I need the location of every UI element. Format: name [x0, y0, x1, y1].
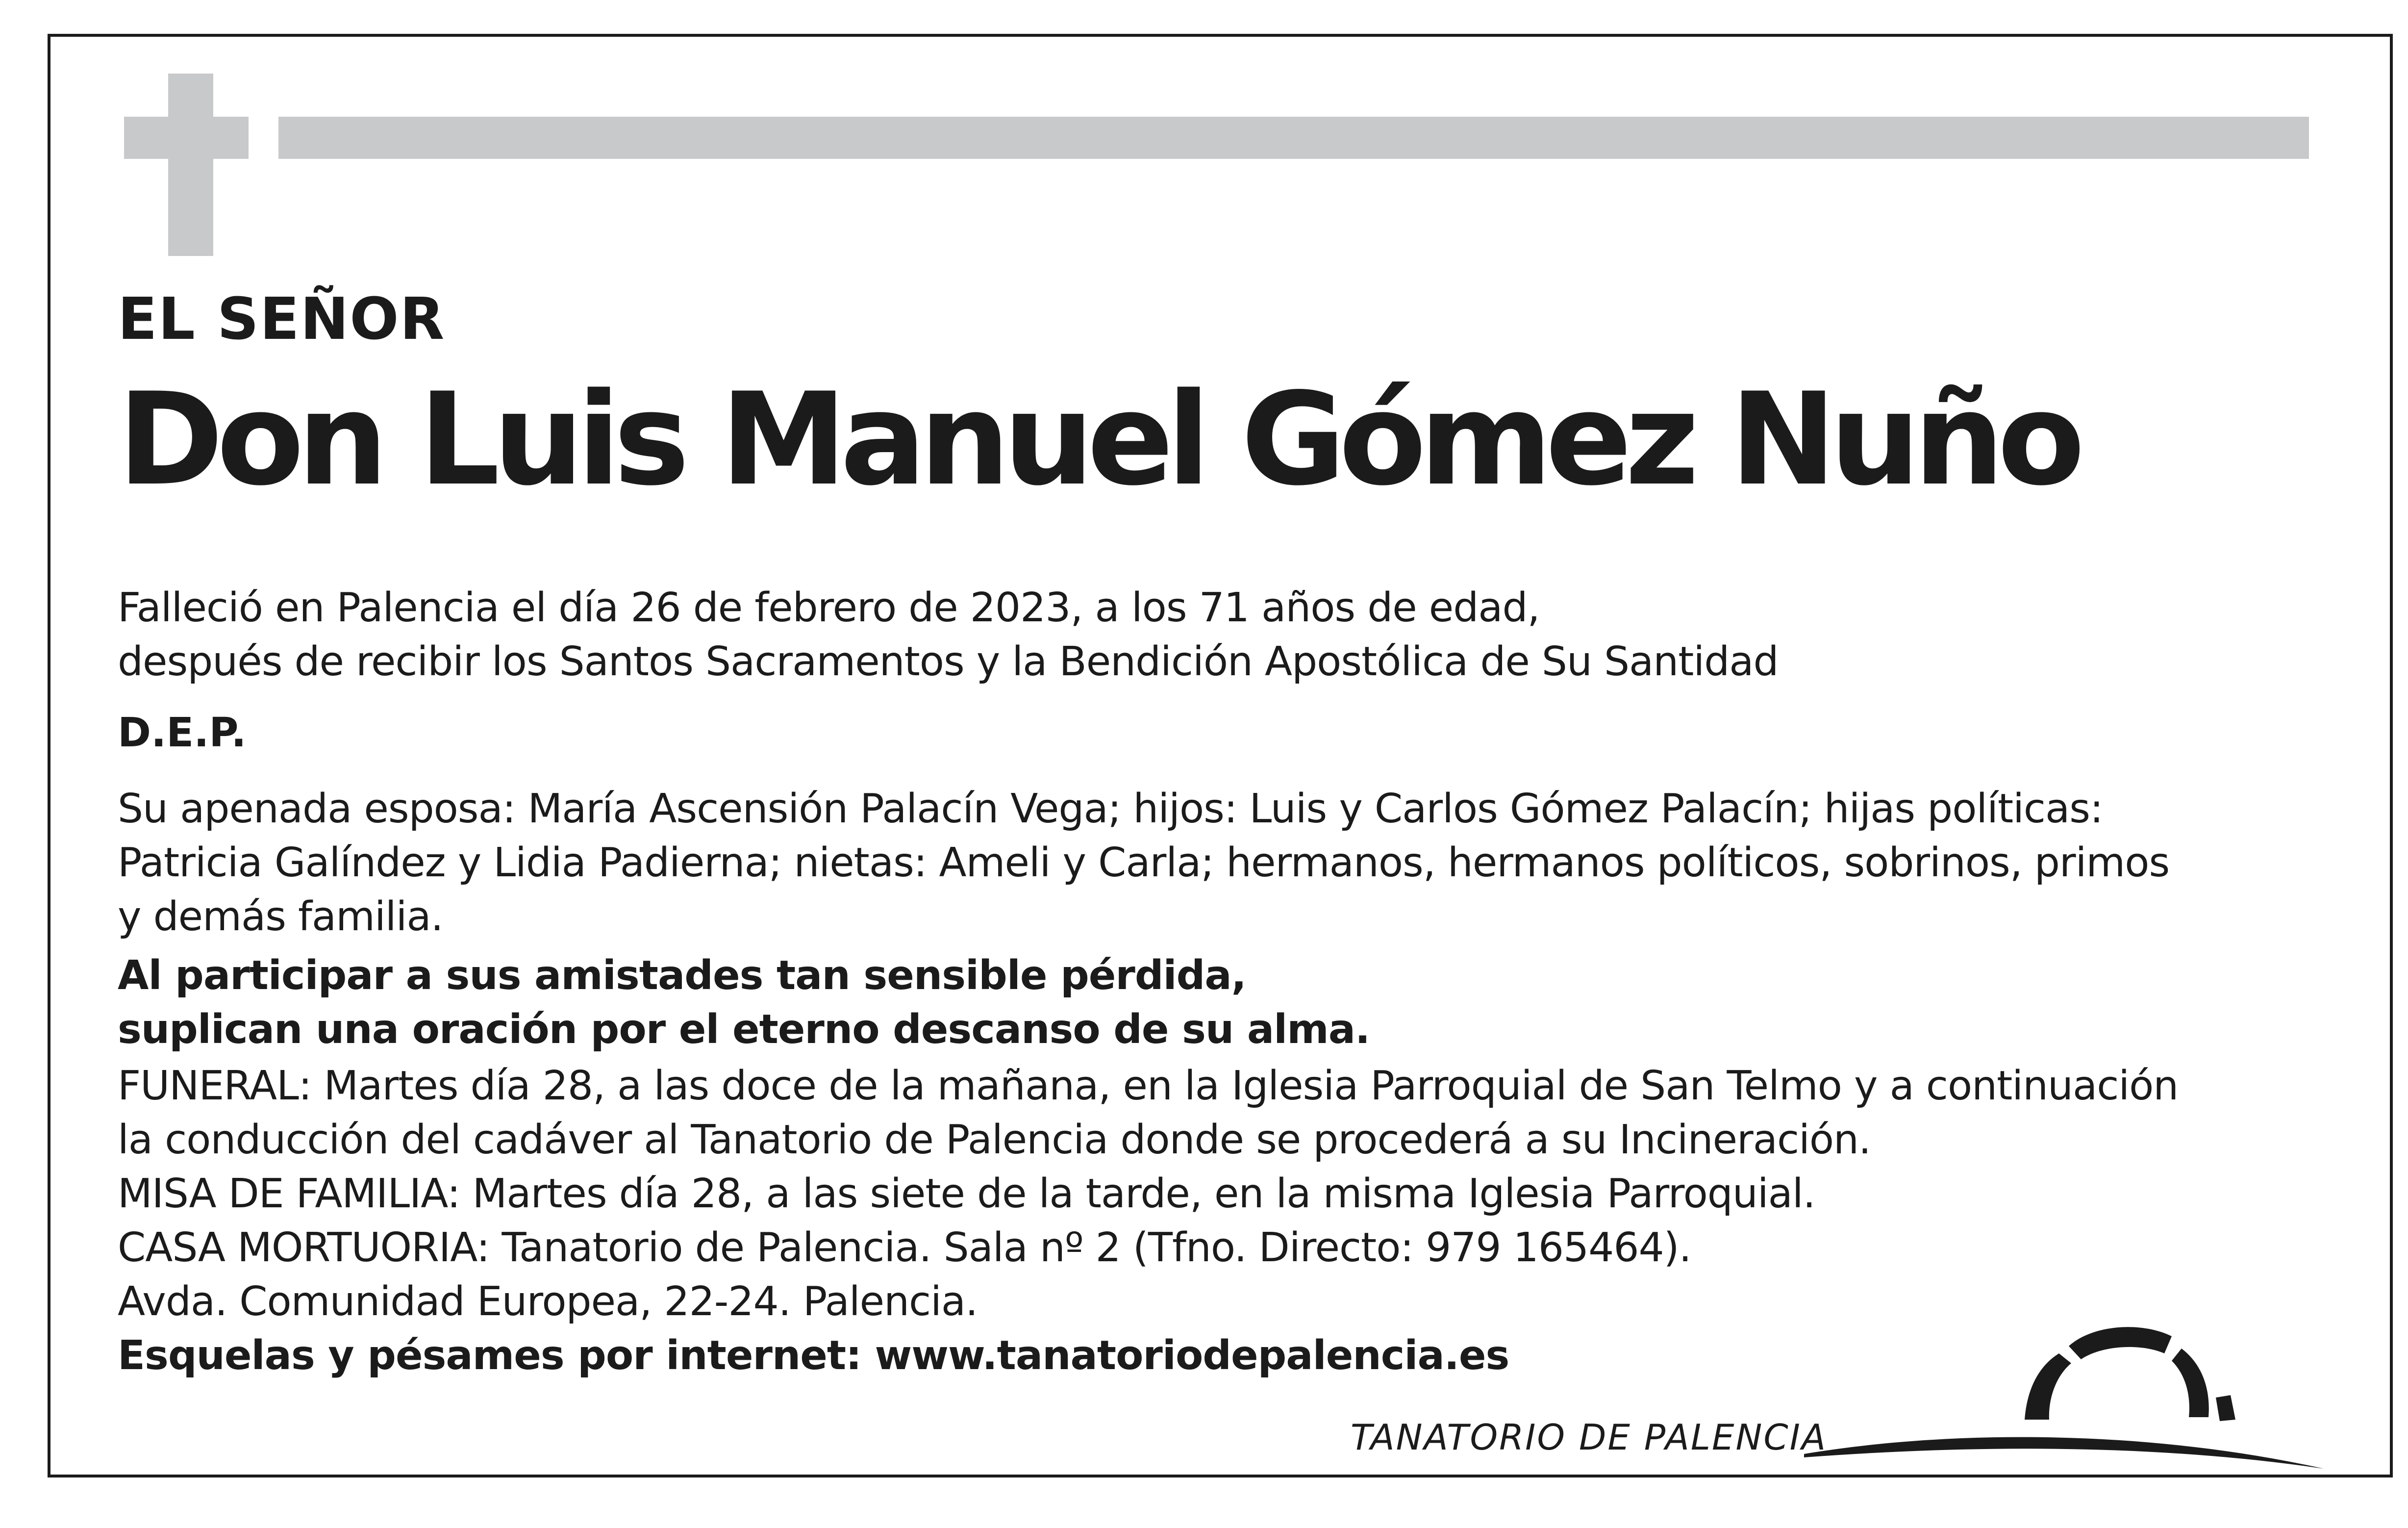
death-notice-line: Falleció en Palencia el día 26 de febrero de 2023, a los 71 años de edad, — [118, 585, 1540, 631]
family-paragraph — [118, 782, 2169, 944]
cross-icon-vertical — [168, 74, 213, 256]
logo-text: TANATORIO DE PALENCIA — [1351, 1417, 1828, 1458]
family-line: Su apenada esposa: María Ascensión Palacín Vega; hijos: Luis y Carlos Gómez Palacín; hijas políticas: — [118, 786, 2103, 832]
details-line: la conducción del cadáver al Tanatorio de Palencia donde se procederá a su Incineración. — [118, 1117, 1871, 1163]
header-divider-bar — [278, 117, 2309, 159]
details-line: FUNERAL: Martes día 28, a las doce de la mañana, en la Iglesia Parroquial de San Telmo y a continuación — [118, 1063, 2179, 1109]
cross-icon-horizontal — [124, 117, 249, 159]
details-line: Avda. Comunidad Europea, 22-24. Palencia. — [118, 1278, 978, 1325]
family-line: Patricia Galíndez y Lidia Padierna; nietas: Ameli y Carla; hermanos, hermanos políticos, sobrinos, primos — [118, 840, 2170, 886]
family-line: y demás familia. — [118, 893, 443, 940]
details-line: MISA DE FAMILIA: Martes día 28, a las siete de la tarde, en la misma Iglesia Parroquial. — [118, 1171, 1815, 1217]
dep-label: D.E.P. — [118, 710, 247, 756]
web-line: Esquelas y pésames por internet: www.tanatoriodepalencia.es — [118, 1332, 1509, 1379]
title-prefix: EL SEÑOR — [118, 285, 446, 353]
prayer-request-line: suplican una oración por el eterno descanso de su alma. — [118, 1006, 1370, 1053]
prayer-request-line: Al participar a sus amistades tan sensible pérdida, — [118, 952, 1246, 999]
tanatorio-logo-icon — [1804, 1314, 2324, 1476]
details-line: CASA MORTUORIA: Tanatorio de Palencia. Sala nº 2 (Tfno. Directo: 979 165464). — [118, 1224, 1691, 1271]
prayer-request — [118, 949, 1370, 1057]
deceased-name: Don Luis Manuel Gómez Nuño — [118, 366, 2079, 514]
death-notice-line: después de recibir los Santos Sacramentos y la Bendición Apostólica de Su Santidad — [118, 638, 1779, 685]
death-notice — [118, 581, 1779, 689]
